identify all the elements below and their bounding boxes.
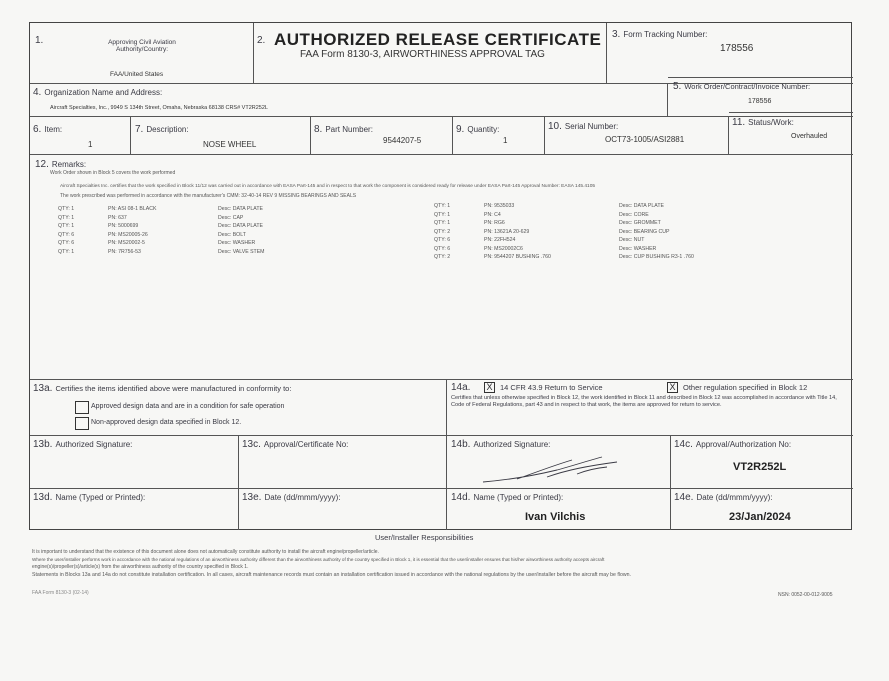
footer-paragraph-3: engine(s)/propeller(s)/article(s) from the airworthiness authority of the country specified in Block 1. <box>32 564 249 570</box>
list-item: QTY: 6 PN: MS20002C6 Desc: WASHER <box>434 245 657 252</box>
quantity-value: 1 <box>503 136 508 145</box>
serial-number-value: OCT73-1005/ASI2881 <box>605 135 685 144</box>
block-13d <box>30 489 239 530</box>
organization-address: Aircraft Specialties, Inc., 9949 S 134th Street, Omaha, Nebraska 68138 CRS# VT2R252L <box>50 105 268 111</box>
list-item: QTY: 6 PN: MS20002-5 Desc: WASHER <box>58 240 256 246</box>
block-5-label: Work Order/Contract/Invoice Number: <box>684 82 811 91</box>
block-13c <box>239 436 447 489</box>
list-item: QTY: 1 PN: 637 Desc: CAP <box>58 214 244 221</box>
block-4-label: Organization Name and Address: <box>44 88 163 97</box>
block-14d-label: Name (Typed or Printed): <box>473 493 564 502</box>
block-9-number: 9. <box>456 124 465 135</box>
certificate-form <box>29 22 852 530</box>
block-14c <box>671 436 853 489</box>
block-13e <box>239 489 447 530</box>
remarks-line-2: Aircraft Specialties Inc. certifies that the work specified in Block 11/12 was carried out in accordance with EASA Part-145 and in respect to that work the component is considered ready for release under EASA Part-145 Approval Number: EASA 145.4105 <box>60 184 596 189</box>
block-14b <box>447 436 671 489</box>
block-3-number: 3. <box>612 29 621 40</box>
description-value: NOSE WHEEL <box>203 140 257 149</box>
block-13d-label: Name (Typed or Printed): <box>55 493 146 502</box>
return-to-service-label: 14 CFR 43.9 Return to Service <box>500 383 603 392</box>
block-12 <box>30 155 853 380</box>
block-13c-label: Approval/Certificate No: <box>263 440 349 449</box>
block-13e-number: 13e. <box>242 492 262 503</box>
signature-date: 23/Jan/2024 <box>729 511 791 523</box>
block-14d-number: 14d. <box>451 492 471 503</box>
block-1-number: 1. <box>35 35 44 46</box>
list-item: QTY: 6 PN: MS20005-26 Desc: BOLT <box>58 231 246 238</box>
block-5 <box>668 77 853 117</box>
status-work-value: Overhauled <box>791 133 828 140</box>
block-12-number: 12. <box>35 159 49 170</box>
block-6-number: 6. <box>33 124 42 135</box>
remarks-line-3: The work prescribed was performed in accordance with the manufacturer's CMM: 32-40-14 REV 9 MISSING BEARINGS AND SEALS <box>60 193 357 199</box>
block-8-number: 8. <box>314 124 323 135</box>
non-approved-design-label: Non-approved design data specified in Block 12. <box>91 419 242 426</box>
approved-design-checkbox[interactable] <box>75 401 89 414</box>
block-14a-number: 14a. <box>451 382 471 393</box>
block-14c-label: Approval/Authorization No: <box>695 440 792 449</box>
block-8 <box>311 117 453 155</box>
non-approved-design-checkbox[interactable] <box>75 417 89 430</box>
block-9-label: Quantity: <box>467 125 500 134</box>
block-4-number: 4. <box>33 87 42 98</box>
block-7-number: 7. <box>135 124 144 135</box>
block-2-number: 2. <box>257 35 266 46</box>
block-3 <box>607 23 853 84</box>
block-13d-number: 13d. <box>33 492 53 503</box>
other-regulation-text: Other regulation specified in Block 12 <box>683 383 808 392</box>
block-13b-label: Authorized Signature: <box>55 440 133 449</box>
block-14b-label: Authorized Signature: <box>473 440 551 449</box>
block-1 <box>30 23 254 84</box>
block-13c-number: 13c. <box>242 439 261 450</box>
list-item: QTY: 6 PN: 22FH524 Desc: NUT <box>434 237 645 243</box>
block-11 <box>729 112 853 155</box>
form-subtitle: FAA Form 8130-3, AIRWORTHINESS APPROVAL TAG <box>300 49 545 60</box>
parts-list-left <box>58 205 265 256</box>
block-4 <box>30 84 668 117</box>
list-item: QTY: 2 PN: 9544207 BUSHING .760 Desc: CUP BUSHING R3-1 .760 <box>434 254 694 260</box>
block-7-label: Description: <box>146 125 189 134</box>
footer-heading: User/Installer Responsibilities <box>375 533 474 542</box>
block-13a-number: 13a. <box>33 383 53 394</box>
block-13b <box>30 436 239 489</box>
return-to-service-checkbox[interactable]: X <box>484 382 495 393</box>
block-13a <box>30 380 447 436</box>
block-10-label: Serial Number: <box>564 122 619 131</box>
form-title: AUTHORIZED RELEASE CERTIFICATE <box>274 30 602 49</box>
tracking-number: 178556 <box>720 43 754 54</box>
block-13e-label: Date (dd/mmm/yyyy): <box>264 493 341 502</box>
list-item: QTY: 1 PN: ASI 08-1 BLACK Desc: DATA PLATE <box>58 206 263 212</box>
block-14a <box>447 380 853 436</box>
block-14e <box>671 489 853 530</box>
block-14c-number: 14c. <box>674 439 693 450</box>
return-to-service-statement: Certifies that unless otherwise specified in Block 12, the work identified in Block 11 and described in Block 12 was accomplished in accordance with Title 14, Code of Federal Regulations, part 43 and in respect to that work, the items are approved for return to service. <box>451 395 837 408</box>
block-3-label: Form Tracking Number: <box>623 30 708 39</box>
block-5-number: 5. <box>673 81 682 92</box>
block-10-number: 10. <box>548 121 562 132</box>
block-8-label: Part Number: <box>325 125 373 134</box>
block-7 <box>131 117 311 155</box>
list-item: QTY: 1 PN: 9535033 Desc: DATA PLATE <box>434 203 664 209</box>
form-identifier: FAA Form 8130-3 (02-14) <box>32 590 89 596</box>
parts-list-right <box>434 202 694 262</box>
block-12-label: Remarks: <box>51 160 87 169</box>
list-item: QTY: 2 PN: 13621A 20-629 Desc: BEARING CUP <box>434 228 670 235</box>
block-14e-label: Date (dd/mmm/yyyy): <box>696 493 773 502</box>
signer-name: Ivan Vilchis <box>525 511 586 523</box>
handwritten-signature <box>477 452 637 488</box>
block-13a-label: Certifies the items identified above were manufactured in conformity to: <box>55 384 292 393</box>
footer-paragraph-2: Where the user/installer performs work in accordance with the national regulations of an airworthiness authority different than the airworthiness authority of the country specified in Block 1, it is essential that the user/installer ensures that his/her airworthiness authority accepts aircraft <box>32 557 605 562</box>
footer-paragraph-4: Statements in Blocks 13a and 14a do not constitute installation certification. In all cases, aircraft maintenance records must contain an installation certification issued in accordance with the national regulations by the user/installer before the aircraft may be flown. <box>32 572 631 578</box>
part-number-value: 9544207-5 <box>383 136 422 145</box>
block-14b-number: 14b. <box>451 439 471 450</box>
block-14e-number: 14e. <box>674 492 694 503</box>
block-10 <box>545 117 729 155</box>
block-1-label: Approving Civil Aviation Authority/Country: <box>108 39 176 53</box>
block-1-value: FAA/United States <box>110 71 164 78</box>
remarks-line-1: Work Order shown in Block 5 covers the work performed <box>50 170 176 176</box>
item-value: 1 <box>88 140 93 149</box>
block-6 <box>30 117 131 155</box>
list-item: QTY: 1 PN: 5000699 Desc: DATA PLATE <box>58 223 263 229</box>
approved-design-label: Approved design data and are in a condition for safe operation <box>91 403 285 410</box>
other-regulation-checkbox[interactable]: X <box>667 382 678 393</box>
list-item: QTY: 1 PN: RG6 Desc: GROMMET <box>434 220 661 226</box>
authorization-number: VT2R252L <box>733 461 787 473</box>
block-9 <box>453 117 545 155</box>
list-item: QTY: 1 PN: C4 Desc: CORE <box>434 211 649 218</box>
block-11-number: 11. <box>732 117 746 128</box>
footer-paragraph-1: It is important to understand that the existence of this document alone does not automatically constitute authority to install the aircraft engine/propeller/article. <box>32 549 379 555</box>
block-13b-number: 13b. <box>33 439 53 450</box>
nsn-number: NSN: 0052-00-012-9005 <box>778 592 833 598</box>
block-6-label: Item: <box>44 125 63 134</box>
work-order-number: 178556 <box>748 98 772 105</box>
list-item: QTY: 1 PN: 7R756-53 Desc: VALVE STEM <box>58 248 265 255</box>
block-11-label: Status/Work: <box>748 118 794 127</box>
block-2 <box>254 23 607 84</box>
block-14d <box>447 489 671 530</box>
